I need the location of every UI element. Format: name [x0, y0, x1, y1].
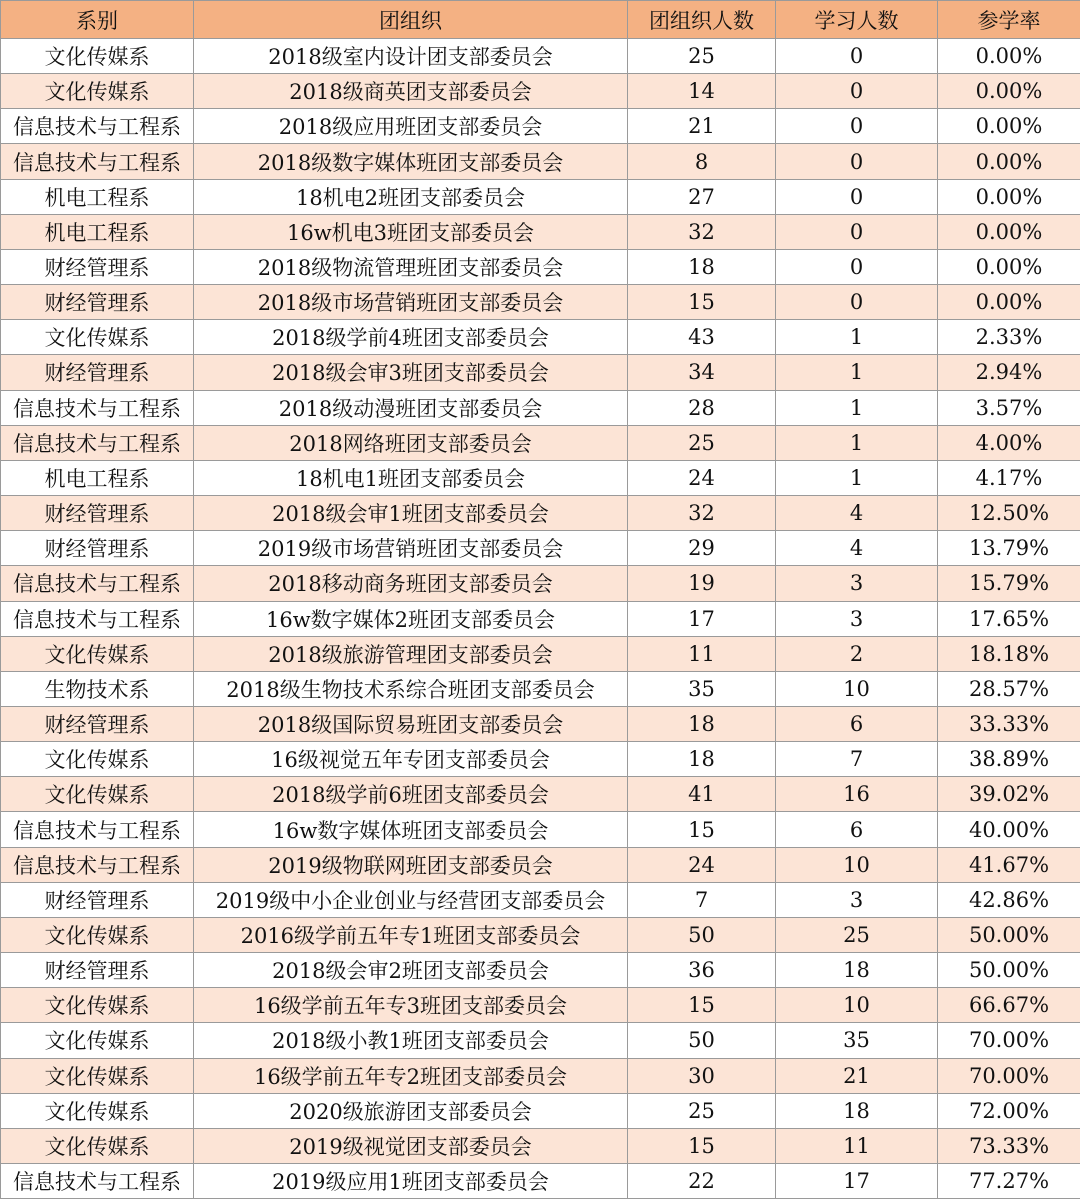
member-count-cell: 18: [628, 249, 776, 284]
department-cell: 财经管理系: [1, 355, 194, 390]
table-row: [1, 179, 1080, 214]
department-cell: 财经管理系: [1, 249, 194, 284]
member-count-cell: 28: [628, 390, 776, 425]
organization-cell: 2020级旅游团支部委员会: [194, 1093, 628, 1128]
learner-count-cell: 10: [776, 847, 938, 882]
learner-count-cell: 21: [776, 1058, 938, 1093]
learner-count-cell: 1: [776, 355, 938, 390]
organization-cell: 2018级小教1班团支部委员会: [194, 1023, 628, 1058]
organization-cell: 18机电1班团支部委员会: [194, 460, 628, 495]
member-count-cell: 15: [628, 988, 776, 1023]
organization-cell: 2016级学前五年专1班团支部委员会: [194, 917, 628, 952]
participation-rate-cell: 39.02%: [938, 777, 1080, 812]
member-count-cell: 19: [628, 566, 776, 601]
table-header: [1, 1, 1080, 39]
participation-rate-cell: 3.57%: [938, 390, 1080, 425]
organization-cell: 2019级物联网班团支部委员会: [194, 847, 628, 882]
department-cell: 文化传媒系: [1, 1023, 194, 1058]
participation-rate-cell: 42.86%: [938, 882, 1080, 917]
header-learner-count: 学习人数: [776, 1, 938, 39]
member-count-cell: 18: [628, 742, 776, 777]
organization-cell: 2018级动漫班团支部委员会: [194, 390, 628, 425]
member-count-cell: 24: [628, 847, 776, 882]
member-count-cell: 35: [628, 671, 776, 706]
organization-cell: 16级学前五年专3班团支部委员会: [194, 988, 628, 1023]
member-count-cell: 32: [628, 214, 776, 249]
learner-count-cell: 0: [776, 285, 938, 320]
learner-count-cell: 0: [776, 74, 938, 109]
participation-rate-cell: 50.00%: [938, 917, 1080, 952]
table-row: [1, 601, 1080, 636]
organization-cell: 2018级学前4班团支部委员会: [194, 320, 628, 355]
learner-count-cell: 10: [776, 671, 938, 706]
department-cell: 文化传媒系: [1, 320, 194, 355]
header-participation-rate: 参学率: [938, 1, 1080, 39]
participation-rate-cell: 0.00%: [938, 109, 1080, 144]
organization-cell: 16w数字媒体2班团支部委员会: [194, 601, 628, 636]
organization-cell: 2019级视觉团支部委员会: [194, 1128, 628, 1163]
table-row: [1, 742, 1080, 777]
participation-rate-cell: 50.00%: [938, 953, 1080, 988]
member-count-cell: 27: [628, 179, 776, 214]
organization-cell: 2018级国际贸易班团支部委员会: [194, 706, 628, 741]
participation-rate-cell: 0.00%: [938, 39, 1080, 74]
department-cell: 财经管理系: [1, 496, 194, 531]
learner-count-cell: 3: [776, 882, 938, 917]
organization-cell: 2018级生物技术系综合班团支部委员会: [194, 671, 628, 706]
department-cell: 财经管理系: [1, 953, 194, 988]
learner-count-cell: 0: [776, 214, 938, 249]
participation-rate-cell: 0.00%: [938, 249, 1080, 284]
participation-rate-cell: 2.94%: [938, 355, 1080, 390]
participation-rate-cell: 33.33%: [938, 706, 1080, 741]
learner-count-cell: 0: [776, 39, 938, 74]
department-cell: 信息技术与工程系: [1, 601, 194, 636]
department-cell: 文化传媒系: [1, 39, 194, 74]
department-cell: 财经管理系: [1, 706, 194, 741]
member-count-cell: 17: [628, 601, 776, 636]
table-row: [1, 566, 1080, 601]
organization-cell: 16级视觉五年专团支部委员会: [194, 742, 628, 777]
participation-rate-cell: 12.50%: [938, 496, 1080, 531]
table-row: [1, 39, 1080, 74]
learner-count-cell: 7: [776, 742, 938, 777]
learner-count-cell: 10: [776, 988, 938, 1023]
member-count-cell: 43: [628, 320, 776, 355]
table-row: [1, 144, 1080, 179]
learner-count-cell: 1: [776, 425, 938, 460]
department-cell: 信息技术与工程系: [1, 425, 194, 460]
department-cell: 机电工程系: [1, 214, 194, 249]
header-member-count: 团组织人数: [628, 1, 776, 39]
table-row: [1, 1093, 1080, 1128]
organization-cell: 2019级中小企业创业与经营团支部委员会: [194, 882, 628, 917]
organization-cell: 2018级应用班团支部委员会: [194, 109, 628, 144]
organization-cell: 2018级学前6班团支部委员会: [194, 777, 628, 812]
participation-rate-cell: 73.33%: [938, 1128, 1080, 1163]
organization-cell: 2018级会审3班团支部委员会: [194, 355, 628, 390]
organization-cell: 2018级旅游管理团支部委员会: [194, 636, 628, 671]
department-cell: 财经管理系: [1, 882, 194, 917]
learner-count-cell: 3: [776, 601, 938, 636]
table-row: [1, 425, 1080, 460]
organization-cell: 2018移动商务班团支部委员会: [194, 566, 628, 601]
department-cell: 信息技术与工程系: [1, 1164, 194, 1199]
participation-rate-cell: 4.00%: [938, 425, 1080, 460]
table-row: [1, 74, 1080, 109]
department-cell: 信息技术与工程系: [1, 566, 194, 601]
learner-count-cell: 0: [776, 179, 938, 214]
learner-count-cell: 25: [776, 917, 938, 952]
department-cell: 文化传媒系: [1, 1058, 194, 1093]
organization-cell: 18机电2班团支部委员会: [194, 179, 628, 214]
organization-cell: 16w机电3班团支部委员会: [194, 214, 628, 249]
participation-rate-cell: 0.00%: [938, 179, 1080, 214]
table-row: [1, 1058, 1080, 1093]
organization-cell: 2019级应用1班团支部委员会: [194, 1164, 628, 1199]
table-row: [1, 917, 1080, 952]
member-count-cell: 30: [628, 1058, 776, 1093]
department-cell: 文化传媒系: [1, 742, 194, 777]
department-cell: 文化传媒系: [1, 988, 194, 1023]
department-cell: 文化传媒系: [1, 74, 194, 109]
department-cell: 文化传媒系: [1, 917, 194, 952]
header-organization: 团组织: [194, 1, 628, 39]
learner-count-cell: 16: [776, 777, 938, 812]
table-row: [1, 320, 1080, 355]
participation-rate-cell: 13.79%: [938, 531, 1080, 566]
learner-count-cell: 4: [776, 496, 938, 531]
learner-count-cell: 3: [776, 566, 938, 601]
participation-rate-cell: 70.00%: [938, 1023, 1080, 1058]
learner-count-cell: 11: [776, 1128, 938, 1163]
department-cell: 文化传媒系: [1, 1093, 194, 1128]
participation-rate-cell: 77.27%: [938, 1164, 1080, 1199]
table-row: [1, 636, 1080, 671]
member-count-cell: 15: [628, 285, 776, 320]
department-cell: 财经管理系: [1, 285, 194, 320]
member-count-cell: 25: [628, 1093, 776, 1128]
participation-rate-cell: 0.00%: [938, 144, 1080, 179]
member-count-cell: 41: [628, 777, 776, 812]
learner-count-cell: 18: [776, 1093, 938, 1128]
organization-cell: 2018网络班团支部委员会: [194, 425, 628, 460]
department-cell: 财经管理系: [1, 531, 194, 566]
member-count-cell: 36: [628, 953, 776, 988]
organization-cell: 2018级数字媒体班团支部委员会: [194, 144, 628, 179]
learner-count-cell: 1: [776, 320, 938, 355]
participation-rate-cell: 17.65%: [938, 601, 1080, 636]
table-row: [1, 706, 1080, 741]
participation-rate-cell: 18.18%: [938, 636, 1080, 671]
member-count-cell: 7: [628, 882, 776, 917]
table-row: [1, 777, 1080, 812]
participation-rate-cell: 0.00%: [938, 285, 1080, 320]
participation-rate-cell: 41.67%: [938, 847, 1080, 882]
participation-rate-cell: 15.79%: [938, 566, 1080, 601]
participation-rate-cell: 70.00%: [938, 1058, 1080, 1093]
table-row: [1, 249, 1080, 284]
table-row: [1, 285, 1080, 320]
organization-cell: 2018级商英团支部委员会: [194, 74, 628, 109]
learner-count-cell: 6: [776, 812, 938, 847]
learner-count-cell: 4: [776, 531, 938, 566]
participation-rate-cell: 4.17%: [938, 460, 1080, 495]
department-cell: 生物技术系: [1, 671, 194, 706]
table-row: [1, 214, 1080, 249]
learner-count-cell: 0: [776, 249, 938, 284]
organization-cell: 2018级会审2班团支部委员会: [194, 953, 628, 988]
member-count-cell: 25: [628, 39, 776, 74]
table-row: [1, 1023, 1080, 1058]
department-cell: 信息技术与工程系: [1, 109, 194, 144]
member-count-cell: 15: [628, 1128, 776, 1163]
header-department: 系别: [1, 1, 194, 39]
participation-rate-cell: 38.89%: [938, 742, 1080, 777]
department-cell: 信息技术与工程系: [1, 847, 194, 882]
learner-count-cell: 17: [776, 1164, 938, 1199]
organization-cell: 2018级物流管理班团支部委员会: [194, 249, 628, 284]
participation-rate-cell: 40.00%: [938, 812, 1080, 847]
learner-count-cell: 35: [776, 1023, 938, 1058]
table-row: [1, 355, 1080, 390]
member-count-cell: 50: [628, 1023, 776, 1058]
organization-cell: 2018级会审1班团支部委员会: [194, 496, 628, 531]
learner-count-cell: 0: [776, 109, 938, 144]
table-row: [1, 812, 1080, 847]
department-cell: 机电工程系: [1, 179, 194, 214]
table-row: [1, 531, 1080, 566]
table-row: [1, 847, 1080, 882]
organization-cell: 2019级市场营销班团支部委员会: [194, 531, 628, 566]
member-count-cell: 11: [628, 636, 776, 671]
member-count-cell: 25: [628, 425, 776, 460]
table-row: [1, 1164, 1080, 1199]
learner-count-cell: 6: [776, 706, 938, 741]
organization-cell: 16w数字媒体班团支部委员会: [194, 812, 628, 847]
table-row: [1, 390, 1080, 425]
member-count-cell: 14: [628, 74, 776, 109]
department-cell: 文化传媒系: [1, 636, 194, 671]
organization-cell: 16级学前五年专2班团支部委员会: [194, 1058, 628, 1093]
table-row: [1, 882, 1080, 917]
table-row: [1, 953, 1080, 988]
table-row: [1, 671, 1080, 706]
learner-count-cell: 1: [776, 390, 938, 425]
member-count-cell: 34: [628, 355, 776, 390]
header-row: [1, 1, 1080, 39]
table-body: [1, 39, 1080, 1199]
learner-count-cell: 0: [776, 144, 938, 179]
participation-rate-cell: 2.33%: [938, 320, 1080, 355]
member-count-cell: 50: [628, 917, 776, 952]
member-count-cell: 24: [628, 460, 776, 495]
participation-rate-cell: 0.00%: [938, 74, 1080, 109]
department-cell: 文化传媒系: [1, 777, 194, 812]
member-count-cell: 21: [628, 109, 776, 144]
member-count-cell: 15: [628, 812, 776, 847]
organization-cell: 2018级市场营销班团支部委员会: [194, 285, 628, 320]
organization-cell: 2018级室内设计团支部委员会: [194, 39, 628, 74]
table-row: [1, 988, 1080, 1023]
table-row: [1, 1128, 1080, 1163]
department-cell: 机电工程系: [1, 460, 194, 495]
learner-count-cell: 18: [776, 953, 938, 988]
learner-count-cell: 1: [776, 460, 938, 495]
member-count-cell: 18: [628, 706, 776, 741]
department-cell: 信息技术与工程系: [1, 812, 194, 847]
member-count-cell: 32: [628, 496, 776, 531]
learner-count-cell: 2: [776, 636, 938, 671]
department-cell: 信息技术与工程系: [1, 144, 194, 179]
participation-rate-cell: 0.00%: [938, 214, 1080, 249]
table-row: [1, 496, 1080, 531]
participation-rate-cell: 66.67%: [938, 988, 1080, 1023]
department-cell: 信息技术与工程系: [1, 390, 194, 425]
table-row: [1, 109, 1080, 144]
member-count-cell: 29: [628, 531, 776, 566]
member-count-cell: 8: [628, 144, 776, 179]
table-row: [1, 460, 1080, 495]
department-cell: 文化传媒系: [1, 1128, 194, 1163]
member-count-cell: 22: [628, 1164, 776, 1199]
participation-rate-cell: 28.57%: [938, 671, 1080, 706]
participation-rate-cell: 72.00%: [938, 1093, 1080, 1128]
